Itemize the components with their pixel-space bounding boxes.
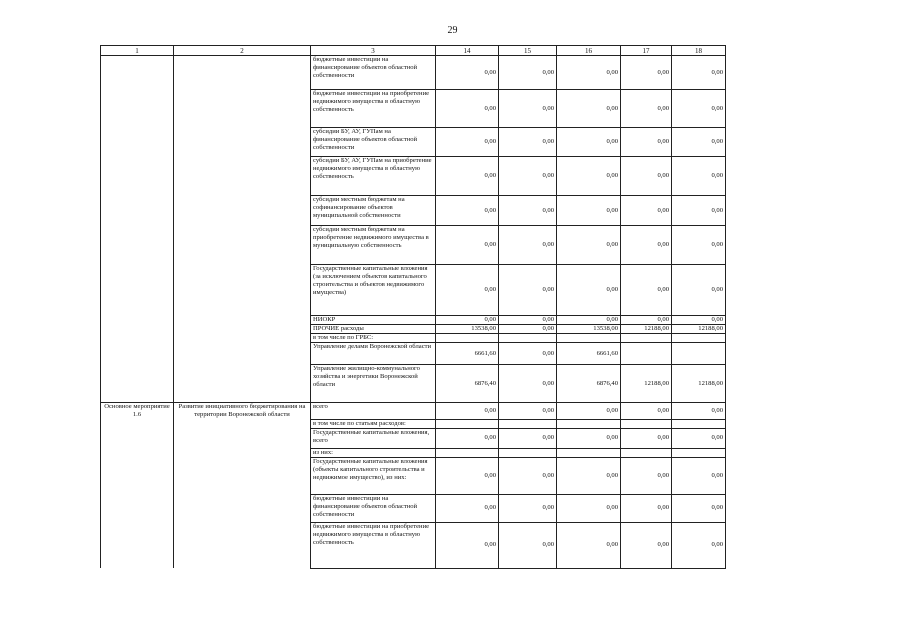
- value-col-15: 0,00: [499, 522, 557, 568]
- event-cell: [101, 56, 174, 90]
- value-col-16: 0,00: [557, 56, 621, 90]
- value-col-17: [621, 343, 672, 365]
- value-col-15: 0,00: [499, 90, 557, 128]
- event-name-cell: [174, 428, 311, 448]
- event-name-cell: [174, 316, 311, 325]
- value-col-17: 0,00: [621, 265, 672, 316]
- event-name-cell: [174, 128, 311, 157]
- value-col-18: [672, 419, 726, 428]
- value-col-18: 0,00: [672, 128, 726, 157]
- value-col-17: 0,00: [621, 128, 672, 157]
- value-col-15: 0,00: [499, 325, 557, 334]
- value-col-14: 0,00: [436, 403, 499, 420]
- header-cell: 1: [101, 46, 174, 56]
- item-description: в том числе по статьям расходов:: [311, 419, 436, 428]
- table-row: [101, 419, 726, 428]
- event-name-cell: [174, 334, 311, 343]
- value-col-16: 6876,40: [557, 365, 621, 403]
- event-name-cell: [174, 419, 311, 428]
- event-cell: [101, 128, 174, 157]
- item-description: НИОКР: [311, 316, 436, 325]
- value-col-18: 0,00: [672, 403, 726, 420]
- event-cell: [101, 265, 174, 316]
- value-col-15: [499, 419, 557, 428]
- value-col-18: 0,00: [672, 265, 726, 316]
- event-cell: [101, 428, 174, 448]
- item-description: бюджетные инвестиции на финансирование объектов областной собственности: [311, 494, 436, 522]
- value-col-18: 0,00: [672, 494, 726, 522]
- table-row: [101, 457, 726, 494]
- event-cell: [101, 448, 174, 457]
- table-row: [101, 343, 726, 365]
- table-row: [101, 56, 726, 90]
- value-col-15: 0,00: [499, 226, 557, 265]
- event-name-cell: Развитие инициативного бюджетирования на территории Воронежской области: [174, 403, 311, 420]
- event-cell: Основное мероприятие 1.6: [101, 403, 174, 420]
- page-number: 29: [447, 25, 458, 36]
- value-col-15: 0,00: [499, 157, 557, 196]
- event-cell: [101, 157, 174, 196]
- table-row: [101, 128, 726, 157]
- event-cell: [101, 457, 174, 494]
- value-col-16: 0,00: [557, 90, 621, 128]
- value-col-14: 0,00: [436, 226, 499, 265]
- event-cell: [101, 226, 174, 265]
- value-col-18: 0,00: [672, 196, 726, 226]
- value-col-16: 0,00: [557, 196, 621, 226]
- event-cell: [101, 325, 174, 334]
- value-col-18: 0,00: [672, 316, 726, 325]
- value-col-14: 0,00: [436, 196, 499, 226]
- value-col-17: 0,00: [621, 403, 672, 420]
- value-col-18: [672, 334, 726, 343]
- value-col-14: 0,00: [436, 494, 499, 522]
- item-description: Государственные капитальные вложения, всего: [311, 428, 436, 448]
- value-col-16: 6661,60: [557, 343, 621, 365]
- value-col-16: 0,00: [557, 522, 621, 568]
- value-col-17: 12188,00: [621, 325, 672, 334]
- value-col-14: 0,00: [436, 265, 499, 316]
- item-description: ПРОЧИЕ расходы: [311, 325, 436, 334]
- value-col-16: 0,00: [557, 157, 621, 196]
- value-col-18: 0,00: [672, 522, 726, 568]
- value-col-15: 0,00: [499, 343, 557, 365]
- table-row: [101, 196, 726, 226]
- item-description: из них:: [311, 448, 436, 457]
- value-col-14: 0,00: [436, 428, 499, 448]
- value-col-18: 0,00: [672, 226, 726, 265]
- value-col-14: 0,00: [436, 457, 499, 494]
- table-row: [101, 448, 726, 457]
- value-col-17: 0,00: [621, 157, 672, 196]
- value-col-15: 0,00: [499, 316, 557, 325]
- item-description: Государственные капитальные вложения (объекты капитального строительства и недвижимое имущество), из них:: [311, 457, 436, 494]
- value-col-18: 0,00: [672, 428, 726, 448]
- header-cell: 3: [311, 46, 436, 56]
- value-col-15: 0,00: [499, 365, 557, 403]
- table-row: [101, 334, 726, 343]
- value-col-16: 0,00: [557, 128, 621, 157]
- value-col-18: [672, 343, 726, 365]
- item-description: Управление жилищно-коммунального хозяйства и энергетики Воронежской области: [311, 365, 436, 403]
- table-row: [101, 403, 726, 420]
- table-row: [101, 157, 726, 196]
- table-row: [101, 226, 726, 265]
- event-cell: [101, 90, 174, 128]
- value-col-18: 0,00: [672, 157, 726, 196]
- value-col-17: [621, 334, 672, 343]
- item-description: бюджетные инвестиции на приобретение недвижимого имущества в областную собственность: [311, 90, 436, 128]
- value-col-17: 0,00: [621, 56, 672, 90]
- value-col-18: 0,00: [672, 90, 726, 128]
- value-col-16: [557, 419, 621, 428]
- value-col-16: 0,00: [557, 494, 621, 522]
- event-name-cell: [174, 522, 311, 568]
- value-col-14: 6661,60: [436, 343, 499, 365]
- header-cell: 15: [499, 46, 557, 56]
- value-col-17: [621, 419, 672, 428]
- value-col-15: 0,00: [499, 56, 557, 90]
- header-cell: 2: [174, 46, 311, 56]
- budget-table: [100, 45, 726, 569]
- item-description: в том числе по ГРБС:: [311, 334, 436, 343]
- value-col-14: 0,00: [436, 316, 499, 325]
- value-col-14: [436, 448, 499, 457]
- value-col-17: 12188,00: [621, 365, 672, 403]
- event-cell: [101, 196, 174, 226]
- value-col-16: 0,00: [557, 457, 621, 494]
- value-col-17: [621, 448, 672, 457]
- event-cell: [101, 365, 174, 403]
- value-col-18: 0,00: [672, 56, 726, 90]
- value-col-16: [557, 448, 621, 457]
- value-col-16: 0,00: [557, 403, 621, 420]
- item-description: субсидии местным бюджетам на софинансирование объектов муниципальной собственности: [311, 196, 436, 226]
- value-col-15: 0,00: [499, 403, 557, 420]
- event-cell: [101, 522, 174, 568]
- header-cell: 17: [621, 46, 672, 56]
- value-col-15: 0,00: [499, 265, 557, 316]
- value-col-18: 12188,00: [672, 325, 726, 334]
- value-col-18: 12188,00: [672, 365, 726, 403]
- value-col-15: 0,00: [499, 196, 557, 226]
- event-name-cell: [174, 494, 311, 522]
- value-col-17: 0,00: [621, 196, 672, 226]
- item-description: Управление делами Воронежской области: [311, 343, 436, 365]
- event-name-cell: [174, 265, 311, 316]
- header-row: [101, 46, 726, 56]
- table-row: [101, 265, 726, 316]
- item-description: всего: [311, 403, 436, 420]
- event-name-cell: [174, 157, 311, 196]
- value-col-14: 0,00: [436, 522, 499, 568]
- table-row: [101, 316, 726, 325]
- header-cell: 18: [672, 46, 726, 56]
- value-col-14: 6876,40: [436, 365, 499, 403]
- item-description: субсидии БУ, АУ, ГУПам на финансирование объектов областной собственности: [311, 128, 436, 157]
- table-row: [101, 325, 726, 334]
- header-cell: 16: [557, 46, 621, 56]
- table-row: [101, 494, 726, 522]
- value-col-14: 0,00: [436, 56, 499, 90]
- table-row: [101, 428, 726, 448]
- event-cell: [101, 494, 174, 522]
- value-col-17: 0,00: [621, 522, 672, 568]
- value-col-16: 0,00: [557, 428, 621, 448]
- value-col-16: [557, 334, 621, 343]
- event-name-cell: [174, 325, 311, 334]
- value-col-16: 0,00: [557, 226, 621, 265]
- value-col-14: 0,00: [436, 90, 499, 128]
- value-col-18: [672, 448, 726, 457]
- item-description: субсидии БУ, АУ, ГУПам на приобретение недвижимого имущества в областную собственность: [311, 157, 436, 196]
- event-cell: [101, 316, 174, 325]
- value-col-15: 0,00: [499, 457, 557, 494]
- event-name-cell: [174, 226, 311, 265]
- event-cell: [101, 419, 174, 428]
- event-name-cell: [174, 365, 311, 403]
- value-col-15: 0,00: [499, 494, 557, 522]
- event-name-cell: [174, 448, 311, 457]
- value-col-17: 0,00: [621, 494, 672, 522]
- value-col-17: 0,00: [621, 226, 672, 265]
- value-col-14: 0,00: [436, 128, 499, 157]
- item-description: субсидии местным бюджетам на приобретение недвижимого имущества в муниципальную собственность: [311, 226, 436, 265]
- value-col-14: 0,00: [436, 157, 499, 196]
- event-name-cell: [174, 343, 311, 365]
- header-cell: 14: [436, 46, 499, 56]
- value-col-16: 0,00: [557, 316, 621, 325]
- event-name-cell: [174, 90, 311, 128]
- table-row: [101, 90, 726, 128]
- item-description: Государственные капитальные вложения (за исключением объектов капитального строительства и объектов недвижимого имущества): [311, 265, 436, 316]
- value-col-15: 0,00: [499, 128, 557, 157]
- value-col-14: [436, 334, 499, 343]
- value-col-18: 0,00: [672, 457, 726, 494]
- value-col-14: [436, 419, 499, 428]
- event-name-cell: [174, 196, 311, 226]
- event-cell: [101, 343, 174, 365]
- event-name-cell: [174, 56, 311, 90]
- value-col-14: 13538,00: [436, 325, 499, 334]
- table-row: [101, 365, 726, 403]
- event-cell: [101, 334, 174, 343]
- value-col-15: [499, 334, 557, 343]
- item-description: бюджетные инвестиции на финансирование объектов областной собственности: [311, 56, 436, 90]
- value-col-17: 0,00: [621, 428, 672, 448]
- value-col-17: 0,00: [621, 316, 672, 325]
- value-col-16: 13538,00: [557, 325, 621, 334]
- value-col-16: 0,00: [557, 265, 621, 316]
- item-description: бюджетные инвестиции на приобретение недвижимого имущества в областную собственность: [311, 522, 436, 568]
- value-col-17: 0,00: [621, 457, 672, 494]
- event-name-cell: [174, 457, 311, 494]
- value-col-15: 0,00: [499, 428, 557, 448]
- table-row: [101, 522, 726, 568]
- value-col-15: [499, 448, 557, 457]
- value-col-17: 0,00: [621, 90, 672, 128]
